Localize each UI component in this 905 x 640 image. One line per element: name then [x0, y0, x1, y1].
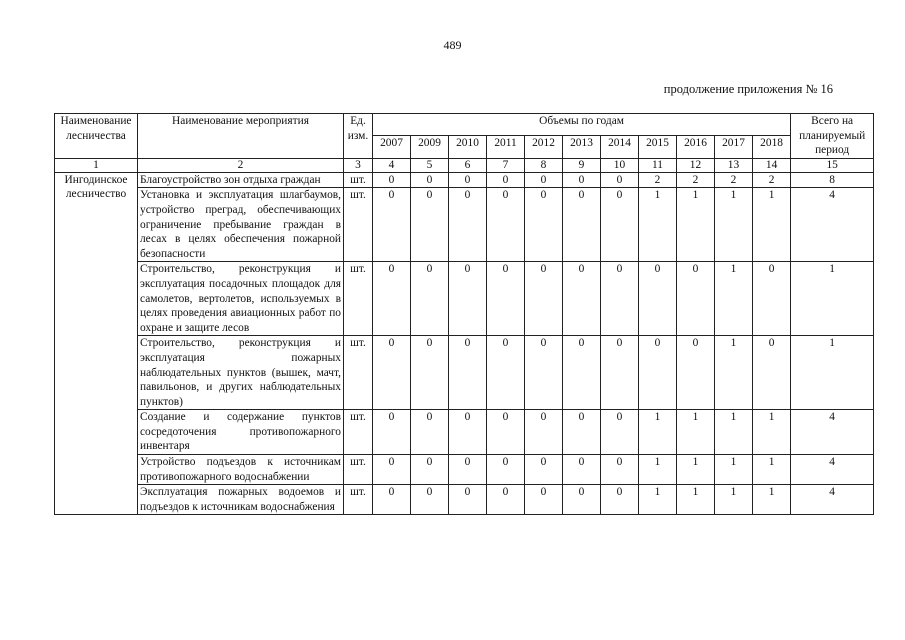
year-value-cell: 0 — [525, 188, 563, 262]
column-index-cell: 6 — [449, 158, 487, 172]
measure-name-cell: Строительство, реконструкция и эксплуатация посадочных площадок для самолетов, вертолетов, используемых в целях проведения авиационных работ по охране и защите лесов — [138, 262, 344, 336]
year-header: 2018 — [753, 136, 791, 158]
table-row — [55, 172, 874, 188]
year-header: 2015 — [639, 136, 677, 158]
year-value-cell: 0 — [563, 336, 601, 410]
year-value-cell: 0 — [449, 485, 487, 515]
year-value-cell: 1 — [715, 188, 753, 262]
unit-cell: шт. — [344, 336, 373, 410]
year-value-cell: 0 — [373, 336, 411, 410]
year-value-cell: 0 — [487, 188, 525, 262]
year-value-cell: 0 — [411, 410, 449, 455]
measure-name-cell: Устройство подъездов к источникам противопожарного водоснабжении — [138, 455, 344, 485]
table-row — [55, 262, 874, 336]
year-value-cell: 1 — [639, 485, 677, 515]
table-header — [55, 114, 874, 159]
year-header: 2016 — [677, 136, 715, 158]
year-value-cell: 1 — [639, 188, 677, 262]
column-index-cell: 11 — [639, 158, 677, 172]
total-cell: 4 — [791, 455, 874, 485]
year-value-cell: 0 — [487, 336, 525, 410]
year-value-cell: 0 — [601, 188, 639, 262]
year-value-cell: 0 — [487, 172, 525, 188]
measure-name-cell: Создание и содержание пунктов сосредоточения противопожарного инвентаря — [138, 410, 344, 455]
measure-name-cell: Благоустройство зон отдыха граждан — [138, 172, 344, 188]
year-value-cell: 0 — [525, 336, 563, 410]
column-index-cell: 4 — [373, 158, 411, 172]
year-value-cell: 0 — [411, 455, 449, 485]
column-index-cell: 5 — [411, 158, 449, 172]
unit-cell: шт. — [344, 410, 373, 455]
year-value-cell: 0 — [601, 262, 639, 336]
measure-name-cell: Эксплуатация пожарных водоемов и подъездов к источникам водоснабжения — [138, 485, 344, 515]
table-row — [55, 455, 874, 485]
table-row — [55, 485, 874, 515]
year-value-cell: 1 — [715, 455, 753, 485]
year-value-cell: 0 — [601, 455, 639, 485]
year-header: 2011 — [487, 136, 525, 158]
year-value-cell: 1 — [677, 485, 715, 515]
year-value-cell: 0 — [373, 485, 411, 515]
year-value-cell: 0 — [411, 485, 449, 515]
year-value-cell: 0 — [677, 262, 715, 336]
unit-cell: шт. — [344, 455, 373, 485]
year-value-cell: 0 — [753, 336, 791, 410]
column-index-cell: 14 — [753, 158, 791, 172]
year-header: 2012 — [525, 136, 563, 158]
header-measure: Наименование мероприятия — [138, 114, 344, 159]
table-row — [55, 188, 874, 262]
year-value-cell: 2 — [639, 172, 677, 188]
column-index-cell: 13 — [715, 158, 753, 172]
year-value-cell: 0 — [639, 262, 677, 336]
year-value-cell: 1 — [753, 410, 791, 455]
year-value-cell: 1 — [677, 188, 715, 262]
header-total: Всего на планируемый период — [791, 114, 874, 159]
year-value-cell: 0 — [525, 485, 563, 515]
table-row — [55, 336, 874, 410]
measures-table — [54, 113, 874, 515]
total-cell: 1 — [791, 336, 874, 410]
year-value-cell: 1 — [715, 485, 753, 515]
header-volumes-by-year: Объемы по годам — [373, 114, 791, 136]
year-value-cell: 0 — [373, 188, 411, 262]
year-value-cell: 0 — [601, 172, 639, 188]
column-index-cell: 8 — [525, 158, 563, 172]
total-cell: 4 — [791, 410, 874, 455]
year-value-cell: 1 — [715, 336, 753, 410]
year-value-cell: 0 — [487, 262, 525, 336]
table-row — [55, 410, 874, 455]
year-value-cell: 0 — [601, 485, 639, 515]
column-index-cell: 9 — [563, 158, 601, 172]
year-value-cell: 0 — [411, 188, 449, 262]
year-header: 2017 — [715, 136, 753, 158]
year-value-cell: 0 — [411, 336, 449, 410]
year-value-cell: 0 — [525, 172, 563, 188]
header-forestry: Наименование лесничества — [55, 114, 138, 159]
year-value-cell: 0 — [373, 172, 411, 188]
total-cell: 4 — [791, 188, 874, 262]
year-value-cell: 2 — [677, 172, 715, 188]
total-cell: 8 — [791, 172, 874, 188]
column-index-cell: 1 — [55, 158, 138, 172]
year-value-cell: 1 — [753, 455, 791, 485]
year-value-cell: 2 — [753, 172, 791, 188]
year-value-cell: 0 — [449, 188, 487, 262]
unit-cell: шт. — [344, 188, 373, 262]
year-value-cell: 0 — [487, 455, 525, 485]
column-index-cell: 7 — [487, 158, 525, 172]
year-value-cell: 1 — [715, 262, 753, 336]
year-value-cell: 1 — [753, 485, 791, 515]
total-cell: 4 — [791, 485, 874, 515]
year-value-cell: 0 — [373, 262, 411, 336]
year-value-cell: 0 — [677, 336, 715, 410]
year-value-cell: 1 — [677, 455, 715, 485]
index-row — [55, 158, 874, 172]
year-value-cell: 0 — [449, 455, 487, 485]
year-header: 2014 — [601, 136, 639, 158]
header-unit: Ед. изм. — [344, 114, 373, 159]
page-number: 489 — [443, 38, 462, 52]
column-index-cell: 3 — [344, 158, 373, 172]
year-value-cell: 0 — [563, 172, 601, 188]
forestry-name-cell: Ингодинское лесничество — [55, 172, 138, 515]
year-value-cell: 0 — [525, 262, 563, 336]
year-value-cell: 0 — [449, 336, 487, 410]
year-header: 2010 — [449, 136, 487, 158]
year-value-cell: 1 — [753, 188, 791, 262]
column-index-cell: 12 — [677, 158, 715, 172]
year-header: 2013 — [563, 136, 601, 158]
year-value-cell: 0 — [639, 336, 677, 410]
unit-cell: шт. — [344, 262, 373, 336]
column-index-cell: 15 — [791, 158, 874, 172]
year-value-cell: 0 — [487, 485, 525, 515]
year-value-cell: 1 — [715, 410, 753, 455]
unit-cell: шт. — [344, 485, 373, 515]
year-value-cell: 0 — [449, 410, 487, 455]
year-value-cell: 0 — [753, 262, 791, 336]
year-value-cell: 0 — [601, 336, 639, 410]
year-value-cell: 0 — [373, 410, 411, 455]
year-value-cell: 0 — [563, 262, 601, 336]
year-value-cell: 0 — [373, 455, 411, 485]
year-value-cell: 1 — [639, 455, 677, 485]
year-value-cell: 0 — [411, 262, 449, 336]
year-value-cell: 0 — [449, 262, 487, 336]
continuation-note: продолжение приложения № 16 — [663, 82, 833, 96]
measure-name-cell: Установка и эксплуатация шлагбаумов, устройство преград, обеспечивающих ограничение пребывание граждан в лесах в целях обеспечения пожарной безопасности — [138, 188, 344, 262]
table-body — [55, 158, 874, 515]
column-index-cell: 10 — [601, 158, 639, 172]
year-value-cell: 0 — [563, 455, 601, 485]
year-value-cell: 0 — [601, 410, 639, 455]
unit-cell: шт. — [344, 172, 373, 188]
year-value-cell: 0 — [525, 455, 563, 485]
year-header: 2009 — [411, 136, 449, 158]
year-value-cell: 1 — [639, 410, 677, 455]
year-header: 2007 — [373, 136, 411, 158]
total-cell: 1 — [791, 262, 874, 336]
year-value-cell: 0 — [563, 188, 601, 262]
year-value-cell: 0 — [563, 485, 601, 515]
year-value-cell: 0 — [449, 172, 487, 188]
measure-name-cell: Строительство, реконструкция и эксплуатация пожарных наблюдательных пунктов (вышек, мачт, павильонов, и других наблюдательных пунктов) — [138, 336, 344, 410]
year-value-cell: 1 — [677, 410, 715, 455]
year-value-cell: 2 — [715, 172, 753, 188]
column-index-cell: 2 — [138, 158, 344, 172]
year-value-cell: 0 — [563, 410, 601, 455]
year-value-cell: 0 — [525, 410, 563, 455]
year-value-cell: 0 — [411, 172, 449, 188]
year-value-cell: 0 — [487, 410, 525, 455]
